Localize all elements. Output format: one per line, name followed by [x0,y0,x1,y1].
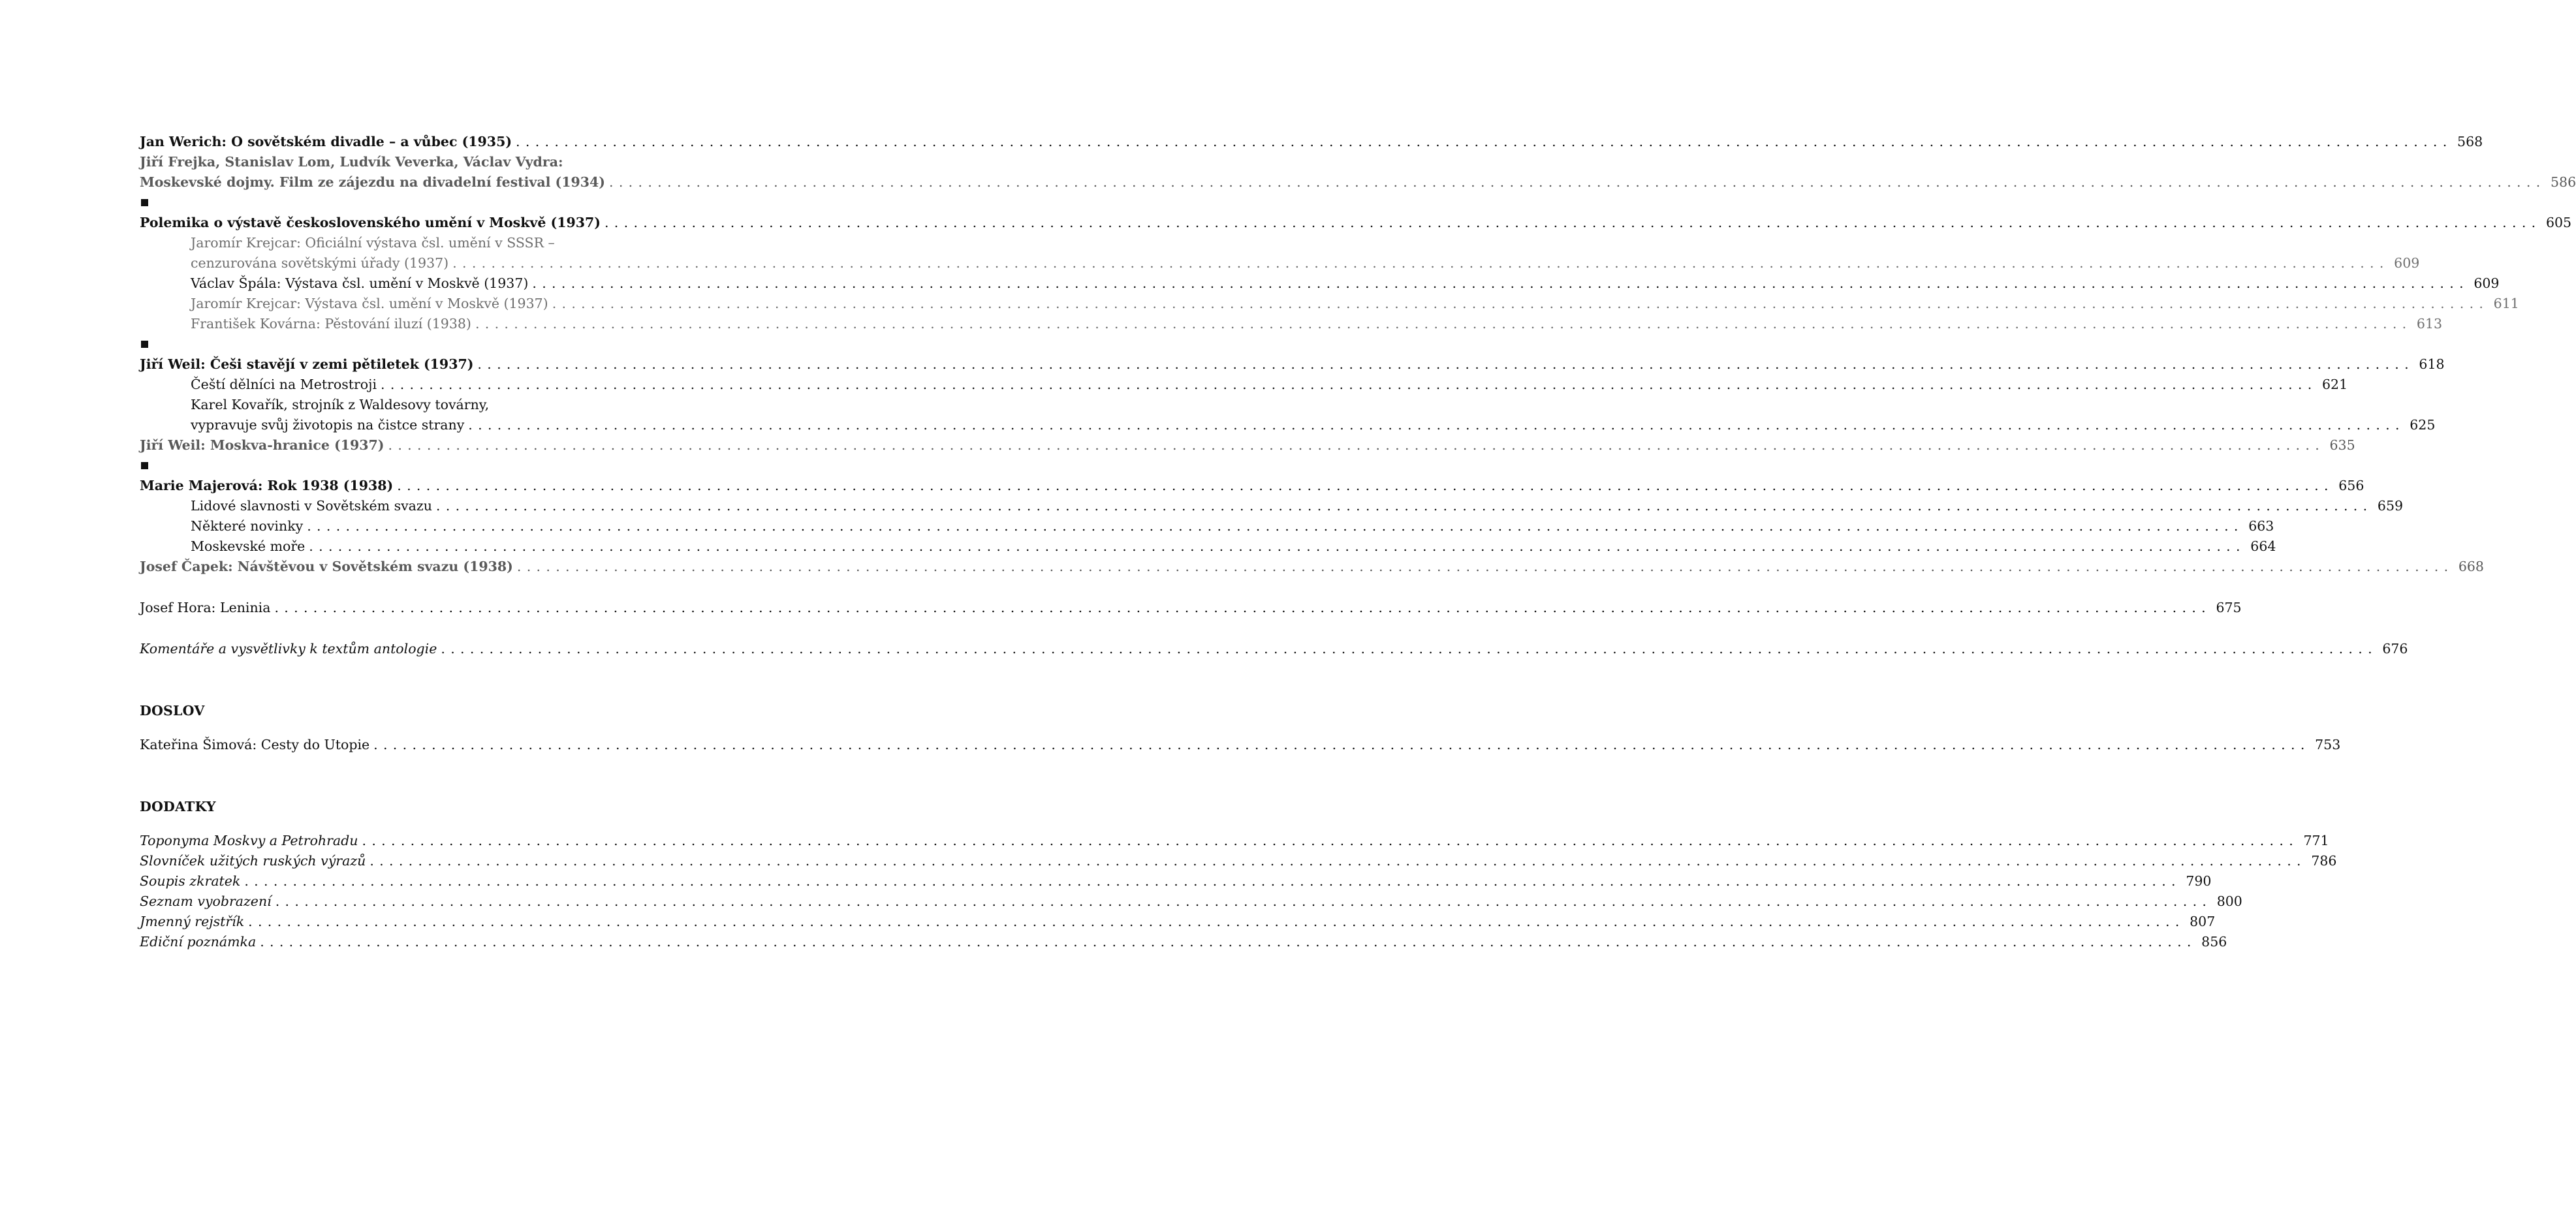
toc-entry-page-number: 625 [2410,417,2436,433]
toc-entry[interactable] [140,598,2242,618]
toc-entry[interactable] [140,476,2364,496]
toc-group [140,831,2337,952]
section-marker [140,456,705,476]
toc-group [140,598,2242,618]
toc-entry[interactable] [140,233,2420,273]
toc-entry-page-number: 613 [2416,316,2443,332]
toc-entry-title-line: Jiří Frejka, Stanislav Lom, Ludvík Veverka, Václav Vydra: [140,154,563,170]
toc-entry-page-number: 800 [2216,893,2242,909]
dot-leader: . . . . . . . . . . . . . . . . . . . . . . . . . . . . . . . . . . . . . . . . . . . . . . . . . . . . . . . . . . . . . . . . . . . . . . . . . . . . . . . . . . . . . . . . . . . . . . . . . . . . . . . . . . . . . . . . . . . . . . . . . . . . . . . . . . . . . . . . . . . . . . . . . . . . . . . . . . . . . . . . . . . . . . . . . . . . . . . . . . . . . . . . . . . . . . . . . . . . . . . . [477,356,2410,372]
toc-entry[interactable] [140,536,2276,557]
toc-entry-title: Slovníček užitých ruských výrazů [140,853,366,869]
toc-entry[interactable] [140,152,2576,193]
toc-entry-page-number: 664 [2250,538,2276,554]
toc-entry-page-number: 807 [2190,914,2216,929]
toc-entry[interactable] [140,213,2572,233]
dot-leader: . . . . . . . . . . . . . . . . . . . . . . . . . . . . . . . . . . . . . . . . . . . . . . . . . . . . . . . . . . . . . . . . . . . . . . . . . . . . . . . . . . . . . . . . . . . . . . . . . . . . . . . . . . . . . . . . . . . . . . . . . . . . . . . . . . . . . . . . . . . . . . . . . . . . . . . . . . . . . . . . . . . . . . . . . . . . . . . . . . . . . . . . . . . . . . . . . . . . . . . . [244,873,2176,889]
table-of-contents [140,132,2576,952]
dot-leader: . . . . . . . . . . . . . . . . . . . . . . . . . . . . . . . . . . . . . . . . . . . . . . . . . . . . . . . . . . . . . . . . . . . . . . . . . . . . . . . . . . . . . . . . . . . . . . . . . . . . . . . . . . . . . . . . . . . . . . . . . . . . . . . . . . . . . . . . . . . . . . . . . . . . . . . . . . . . . . . . . . . . . . . . . . . . . . . . . . . . . . . . . . . . . . . . . . . . . . . . [274,600,2207,615]
toc-entry[interactable] [140,932,2227,952]
toc-entry-title: Jaromír Krejcar: Výstava čsl. umění v Moskvě (1937) [191,296,548,311]
toc-entry-title: Jiří Weil: Moskva-hranice (1937) [140,437,385,453]
toc-entry[interactable] [140,831,2329,851]
toc-entry-title: František Kovárna: Pěstování iluzí (1938) [191,316,471,332]
toc-entry-title: Jiří Weil: Češi stavějí v zemi pětiletek (1937) [140,356,474,372]
toc-group [140,132,2576,193]
toc-entry[interactable] [140,314,2443,334]
square-marker-icon [141,462,148,469]
toc-entry[interactable] [140,375,2348,395]
dot-leader: . . . . . . . . . . . . . . . . . . . . . . . . . . . . . . . . . . . . . . . . . . . . . . . . . . . . . . . . . . . . . . . . . . . . . . . . . . . . . . . . . . . . . . . . . . . . . . . . . . . . . . . . . . . . . . . . . . . . . . . . . . . . . . . . . . . . . . . . . . . . . . . . . . . . . . . . . . . . . . . . . . . . . . . . . . . . . . . . . . . . . . . . . . . . . . . . . . . . . . . . [609,174,2541,190]
dot-leader: . . . . . . . . . . . . . . . . . . . . . . . . . . . . . . . . . . . . . . . . . . . . . . . . . . . . . . . . . . . . . . . . . . . . . . . . . . . . . . . . . . . . . . . . . . . . . . . . . . . . . . . . . . . . . . . . . . . . . . . . . . . . . . . . . . . . . . . . . . . . . . . . . . . . . . . . . . . . . . . . . . . . . . . . . . . . . . . . . . . . . . . . . . . . . . . . . . . . . . . . [452,255,2385,271]
toc-entry-title: Soupis zkratek [140,873,241,889]
dot-leader: . . . . . . . . . . . . . . . . . . . . . . . . . . . . . . . . . . . . . . . . . . . . . . . . . . . . . . . . . . . . . . . . . . . . . . . . . . . . . . . . . . . . . . . . . . . . . . . . . . . . . . . . . . . . . . . . . . . . . . . . . . . . . . . . . . . . . . . . . . . . . . . . . . . . . . . . . . . . . . . . . . . . . . . . . . . . . . . . . . . . . . . . . . . . . . . . . . . . . . . . [397,478,2329,493]
toc-group [140,354,2445,456]
dot-leader: . . . . . . . . . . . . . . . . . . . . . . . . . . . . . . . . . . . . . . . . . . . . . . . . . . . . . . . . . . . . . . . . . . . . . . . . . . . . . . . . . . . . . . . . . . . . . . . . . . . . . . . . . . . . . . . . . . . . . . . . . . . . . . . . . . . . . . . . . . . . . . . . . . . . . . . . . . . . . . . . . . . . . . . . . . . . . . . . . . . . . . . . . . . . . . . . . . . . . . . . [516,134,2448,149]
toc-entry[interactable] [140,871,2212,891]
toc-entry-page-number: 618 [2419,356,2445,372]
toc-entry-title: Moskevské moře [191,538,306,554]
toc-entry[interactable] [140,395,2436,435]
toc-entry-title: Ediční poznámka [140,934,257,950]
dot-leader: . . . . . . . . . . . . . . . . . . . . . . . . . . . . . . . . . . . . . . . . . . . . . . . . . . . . . . . . . . . . . . . . . . . . . . . . . . . . . . . . . . . . . . . . . . . . . . . . . . . . . . . . . . . . . . . . . . . . . . . . . . . . . . . . . . . . . . . . . . . . . . . . . . . . . . . . . . . . . . . . . . . . . . . . . . . . . . . . . . . . . . . . . . . . . . . . . . . . . . . . [532,275,2464,291]
toc-entry-title: Jan Werich: O sovětském divadle – a vůbec (1935) [140,134,512,149]
section-heading-dodatky: DODATKY [140,799,216,814]
toc-entry-title: Toponyma Moskvy a Petrohradu [140,833,358,848]
toc-entry-page-number: 656 [2338,478,2364,493]
section-heading-doslov: DOSLOV [140,703,205,719]
toc-entry-page-number: 676 [2382,641,2408,657]
toc-entry[interactable] [140,496,2404,516]
toc-entry-title: Václav Špála: Výstava čsl. umění v Moskvě (1937) [191,275,529,291]
dot-leader: . . . . . . . . . . . . . . . . . . . . . . . . . . . . . . . . . . . . . . . . . . . . . . . . . . . . . . . . . . . . . . . . . . . . . . . . . . . . . . . . . . . . . . . . . . . . . . . . . . . . . . . . . . . . . . . . . . . . . . . . . . . . . . . . . . . . . . . . . . . . . . . . . . . . . . . . . . . . . . . . . . . . . . . . . . . . . . . . . . . . . . . . . . . . . . . . . . . . . . . . [309,538,2241,554]
toc-entry-page-number: 568 [2457,134,2483,149]
toc-entry-title-line: Karel Kovařík, strojník z Waldesovy továrny, [191,397,490,412]
toc-group [140,213,2572,334]
toc-entry[interactable] [140,132,2483,152]
toc-entry[interactable] [140,912,2216,932]
toc-entry[interactable] [140,735,2341,755]
toc-entry-title: Jmenný rejstřík [140,914,245,929]
section-marker [140,193,705,213]
toc-entry-title-line: Jaromír Krejcar: Oficiální výstava čsl. umění v SSSR – [191,235,555,251]
toc-group [140,639,2408,659]
dot-leader: . . . . . . . . . . . . . . . . . . . . . . . . . . . . . . . . . . . . . . . . . . . . . . . . . . . . . . . . . . . . . . . . . . . . . . . . . . . . . . . . . . . . . . . . . . . . . . . . . . . . . . . . . . . . . . . . . . . . . . . . . . . . . . . . . . . . . . . . . . . . . . . . . . . . . . . . . . . . . . . . . . . . . . . . . . . . . . . . . . . . . . . . . . . . . . . . . . . . . . . . [275,893,2207,909]
toc-entry-title: Moskevské dojmy. Film ze zájezdu na divadelní festival (1934) [140,174,605,190]
toc-entry-title: vypravuje svůj životopis na čistce strany [191,417,465,433]
toc-entry-page-number: 659 [2377,498,2404,514]
toc-entry-title: Seznam vyobrazení [140,893,272,909]
toc-entry-page-number: 668 [2458,559,2484,574]
dot-leader: . . . . . . . . . . . . . . . . . . . . . . . . . . . . . . . . . . . . . . . . . . . . . . . . . . . . . . . . . . . . . . . . . . . . . . . . . . . . . . . . . . . . . . . . . . . . . . . . . . . . . . . . . . . . . . . . . . . . . . . . . . . . . . . . . . . . . . . . . . . . . . . . . . . . . . . . . . . . . . . . . . . . . . . . . . . . . . . . . . . . . . . . . . . . . . . . . . . . . . . . [516,559,2449,574]
section-marker [140,334,705,354]
dot-leader: . . . . . . . . . . . . . . . . . . . . . . . . . . . . . . . . . . . . . . . . . . . . . . . . . . . . . . . . . . . . . . . . . . . . . . . . . . . . . . . . . . . . . . . . . . . . . . . . . . . . . . . . . . . . . . . . . . . . . . . . . . . . . . . . . . . . . . . . . . . . . . . . . . . . . . . . . . . . . . . . . . . . . . . . . . . . . . . . . . . . . . . . . . . . . . . . . . . . . . . . [441,641,2373,657]
toc-entry[interactable] [140,354,2445,375]
toc-entry-title: cenzurována sovětskými úřady (1937) [191,255,449,271]
toc-entry[interactable] [140,851,2337,871]
toc-entry-title: Kateřina Šimová: Cesty do Utopie [140,737,370,752]
dot-leader: . . . . . . . . . . . . . . . . . . . . . . . . . . . . . . . . . . . . . . . . . . . . . . . . . . . . . . . . . . . . . . . . . . . . . . . . . . . . . . . . . . . . . . . . . . . . . . . . . . . . . . . . . . . . . . . . . . . . . . . . . . . . . . . . . . . . . . . . . . . . . . . . . . . . . . . . . . . . . . . . . . . . . . . . . . . . . . . . . . . . . . . . . . . . . . . . . . . . . . . . [307,518,2239,534]
dot-leader: . . . . . . . . . . . . . . . . . . . . . . . . . . . . . . . . . . . . . . . . . . . . . . . . . . . . . . . . . . . . . . . . . . . . . . . . . . . . . . . . . . . . . . . . . . . . . . . . . . . . . . . . . . . . . . . . . . . . . . . . . . . . . . . . . . . . . . . . . . . . . . . . . . . . . . . . . . . . . . . . . . . . . . . . . . . . . . . . . . . . . . . . . . . . . . . . . . . . . . . . [381,377,2313,392]
square-marker-icon [141,199,148,206]
toc-entry-page-number: 635 [2329,437,2355,453]
toc-entry-page-number: 753 [2315,737,2341,752]
square-marker-icon [141,341,148,348]
dot-leader: . . . . . . . . . . . . . . . . . . . . . . . . . . . . . . . . . . . . . . . . . . . . . . . . . . . . . . . . . . . . . . . . . . . . . . . . . . . . . . . . . . . . . . . . . . . . . . . . . . . . . . . . . . . . . . . . . . . . . . . . . . . . . . . . . . . . . . . . . . . . . . . . . . . . . . . . . . . . . . . . . . . . . . . . . . . . . . . . . . . . . . . . . . . . . . . . . . . . . . . . [604,215,2537,230]
dot-leader: . . . . . . . . . . . . . . . . . . . . . . . . . . . . . . . . . . . . . . . . . . . . . . . . . . . . . . . . . . . . . . . . . . . . . . . . . . . . . . . . . . . . . . . . . . . . . . . . . . . . . . . . . . . . . . . . . . . . . . . . . . . . . . . . . . . . . . . . . . . . . . . . . . . . . . . . . . . . . . . . . . . . . . . . . . . . . . . . . . . . . . . . . . . . . . . . . . . . . . . . [260,934,2192,950]
toc-group [140,735,2341,755]
dot-leader: . . . . . . . . . . . . . . . . . . . . . . . . . . . . . . . . . . . . . . . . . . . . . . . . . . . . . . . . . . . . . . . . . . . . . . . . . . . . . . . . . . . . . . . . . . . . . . . . . . . . . . . . . . . . . . . . . . . . . . . . . . . . . . . . . . . . . . . . . . . . . . . . . . . . . . . . . . . . . . . . . . . . . . . . . . . . . . . . . . . . . . . . . . . . . . . . . . . . . . . . [475,316,2408,332]
toc-entry-title: Josef Čapek: Návštěvou v Sovětském svazu (1938) [140,559,513,574]
toc-entry[interactable] [140,516,2274,536]
dot-leader: . . . . . . . . . . . . . . . . . . . . . . . . . . . . . . . . . . . . . . . . . . . . . . . . . . . . . . . . . . . . . . . . . . . . . . . . . . . . . . . . . . . . . . . . . . . . . . . . . . . . . . . . . . . . . . . . . . . . . . . . . . . . . . . . . . . . . . . . . . . . . . . . . . . . . . . . . . . . . . . . . . . . . . . . . . . . . . . . . . . . . . . . . . . . . . . . . . . . . . . . [552,296,2484,311]
toc-entry[interactable] [140,639,2408,659]
toc-entry[interactable] [140,557,2484,577]
dot-leader: . . . . . . . . . . . . . . . . . . . . . . . . . . . . . . . . . . . . . . . . . . . . . . . . . . . . . . . . . . . . . . . . . . . . . . . . . . . . . . . . . . . . . . . . . . . . . . . . . . . . . . . . . . . . . . . . . . . . . . . . . . . . . . . . . . . . . . . . . . . . . . . . . . . . . . . . . . . . . . . . . . . . . . . . . . . . . . . . . . . . . . . . . . . . . . . . . . . . . . . . [388,437,2320,453]
toc-entry-page-number: 856 [2201,934,2227,950]
toc-entry[interactable] [140,273,2500,294]
toc-entry-page-number: 786 [2311,853,2337,869]
dot-leader: . . . . . . . . . . . . . . . . . . . . . . . . . . . . . . . . . . . . . . . . . . . . . . . . . . . . . . . . . . . . . . . . . . . . . . . . . . . . . . . . . . . . . . . . . . . . . . . . . . . . . . . . . . . . . . . . . . . . . . . . . . . . . . . . . . . . . . . . . . . . . . . . . . . . . . . . . . . . . . . . . . . . . . . . . . . . . . . . . . . . . . . . . . . . . . . . . . . . . . . . [369,853,2302,869]
toc-entry-page-number: 609 [2474,275,2500,291]
dot-leader: . . . . . . . . . . . . . . . . . . . . . . . . . . . . . . . . . . . . . . . . . . . . . . . . . . . . . . . . . . . . . . . . . . . . . . . . . . . . . . . . . . . . . . . . . . . . . . . . . . . . . . . . . . . . . . . . . . . . . . . . . . . . . . . . . . . . . . . . . . . . . . . . . . . . . . . . . . . . . . . . . . . . . . . . . . . . . . . . . . . . . . . . . . . . . . . . . . . . . . . . [373,737,2306,752]
toc-entry[interactable] [140,294,2519,314]
toc-entry-title: Josef Hora: Leninia [140,600,271,615]
toc-entry-title: Marie Majerová: Rok 1938 (1938) [140,478,394,493]
toc-entry-title: Polemika o výstavě československého umění v Moskvě (1937) [140,215,601,230]
toc-entry[interactable] [140,435,2355,456]
toc-entry-title: Některé novinky [191,518,304,534]
dot-leader: . . . . . . . . . . . . . . . . . . . . . . . . . . . . . . . . . . . . . . . . . . . . . . . . . . . . . . . . . . . . . . . . . . . . . . . . . . . . . . . . . . . . . . . . . . . . . . . . . . . . . . . . . . . . . . . . . . . . . . . . . . . . . . . . . . . . . . . . . . . . . . . . . . . . . . . . . . . . . . . . . . . . . . . . . . . . . . . . . . . . . . . . . . . . . . . . . . . . . . . . [362,833,2294,848]
dot-leader: . . . . . . . . . . . . . . . . . . . . . . . . . . . . . . . . . . . . . . . . . . . . . . . . . . . . . . . . . . . . . . . . . . . . . . . . . . . . . . . . . . . . . . . . . . . . . . . . . . . . . . . . . . . . . . . . . . . . . . . . . . . . . . . . . . . . . . . . . . . . . . . . . . . . . . . . . . . . . . . . . . . . . . . . . . . . . . . . . . . . . . . . . . . . . . . . . . . . . . . . [248,914,2180,929]
toc-entry-title: Komentáře a vysvětlivky k textům antologie [140,641,437,657]
toc-entry-page-number: 609 [2394,255,2420,271]
toc-entry-title: Lidové slavnosti v Sovětském svazu [191,498,432,514]
dot-leader: . . . . . . . . . . . . . . . . . . . . . . . . . . . . . . . . . . . . . . . . . . . . . . . . . . . . . . . . . . . . . . . . . . . . . . . . . . . . . . . . . . . . . . . . . . . . . . . . . . . . . . . . . . . . . . . . . . . . . . . . . . . . . . . . . . . . . . . . . . . . . . . . . . . . . . . . . . . . . . . . . . . . . . . . . . . . . . . . . . . . . . . . . . . . . . . . . . . . . . . . [468,417,2400,433]
toc-group [140,476,2484,577]
toc-entry-page-number: 586 [2550,174,2576,190]
toc-entry-page-number: 621 [2322,377,2348,392]
toc-entry-page-number: 611 [2493,296,2519,311]
toc-entry-page-number: 790 [2186,873,2212,889]
toc-entry-title: Čeští dělníci na Metrostroji [191,377,377,392]
dot-leader: . . . . . . . . . . . . . . . . . . . . . . . . . . . . . . . . . . . . . . . . . . . . . . . . . . . . . . . . . . . . . . . . . . . . . . . . . . . . . . . . . . . . . . . . . . . . . . . . . . . . . . . . . . . . . . . . . . . . . . . . . . . . . . . . . . . . . . . . . . . . . . . . . . . . . . . . . . . . . . . . . . . . . . . . . . . . . . . . . . . . . . . . . . . . . . . . . . . . . . . . [435,498,2368,514]
toc-entry-page-number: 605 [2545,215,2572,230]
toc-entry[interactable] [140,891,2242,912]
toc-entry-page-number: 675 [2216,600,2242,615]
toc-entry-page-number: 771 [2303,833,2329,848]
toc-entry-page-number: 663 [2248,518,2274,534]
